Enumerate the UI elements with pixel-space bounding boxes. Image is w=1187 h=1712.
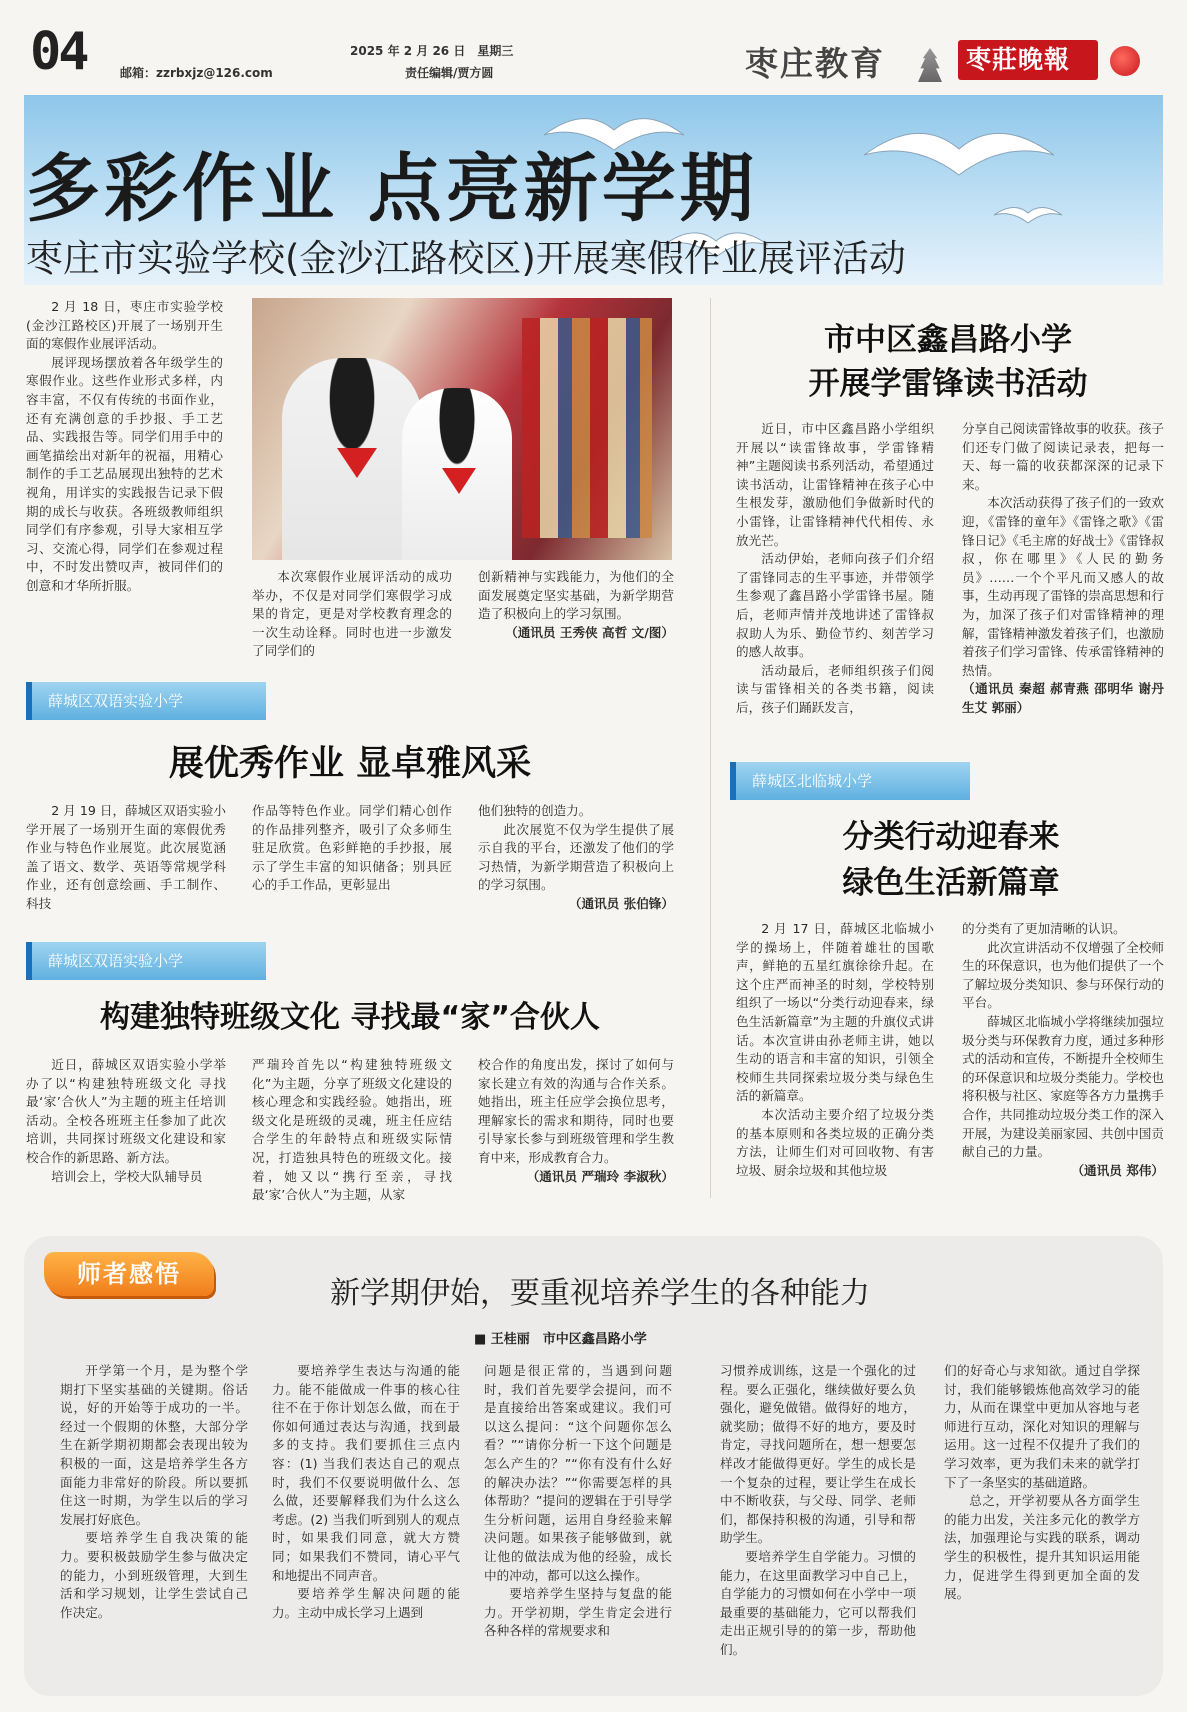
artwork-board xyxy=(522,318,652,538)
article4-paragraph: 的分类有了更加清晰的认识。 xyxy=(962,921,1126,936)
teacher-paragraph: 要培养学生解决问题的能力。主动中成长学习上遇到 xyxy=(272,1586,460,1620)
article2-paragraph: 他们独特的创造力。 xyxy=(478,803,592,818)
lead-paragraph: 展评现场摆放着各年级学生的寒假作业。这些作业形式多样，内容丰富，不仅有传统的书面作业，还有充满创意的手抄报、手工艺品、实践报告等。同学们用手中的画笔描绘出对新年的祝福，用精心制作的手工艺品展现出独特的艺术视角，用详实的实践报告记录下假期的成长与收获。各班级教师组织同学们有序参观，引导大家相互学习、交流心得，同学们在参观过程中，不时发出赞叹声，被同伴们的创意和才华所折服。 xyxy=(26,354,223,593)
pagoda-icon xyxy=(918,48,942,82)
masthead-editor: 责任编辑/贾方圆 xyxy=(405,66,494,80)
article4-col-2 xyxy=(962,920,1164,1210)
paper-logo xyxy=(958,40,1098,80)
teacher-paragraph: 要培养学生表达与沟通的能力。能不能做成一件事的核心往往不在于你计划怎么做，而在于你如何通过表达与沟通，找到最多的支持。我们要抓住三点内容：(1) 当我们表达自己的观点时，我们不仅要说明做什么、怎么做，还要解释我们为什么这么考虑。(2) 当我们听到别人的观点时，如果我们同意，就大方赞同；如果我们不赞同，请心平气和地提出不同声音。 xyxy=(272,1363,460,1583)
column-divider xyxy=(710,298,711,1198)
teacher-paragraph: 要培养学生自我决策的能力。要积极鼓励学生参与做决定的能力，小到班级管理，大到生活和学习规划，让学生尝试自己作决定。 xyxy=(60,1530,248,1620)
article3-credit: （通讯员 严瑞玲 李淑秋） xyxy=(526,1168,674,1184)
section-title: 枣庄教育 xyxy=(745,44,885,83)
article4-paragraph: 薛城区北临城小学将继续加强垃圾分类与环保教育力度，通过多种形式的活动和宣传，不断提升全校师生的环保意识和垃圾分类能力。学校也将积极与社区、家庭等各方力量携手合作，共同推动垃圾分类工作的深入开展，为建设美丽家园、共创中国贡献自己的力量。 xyxy=(962,1013,1164,1160)
article3-title: 构建独特班级文化 寻找最“家”合伙人 xyxy=(100,1000,600,1035)
article4-paragraph: 此次宣讲活动不仅增强了全校师生的环保意识，也为他们提供了一个了解垃圾分类知识、参与环保行动的平台。 xyxy=(962,939,1164,1011)
teacher-paragraph: 习惯养成训练，这是一个强化的过程。要么正强化，继续做好要么负强化，避免做错。做得好的地方，就奖励；做得不好的地方，要及时肯定，寻找问题所在，想一想要怎样改才能做得更好。学生的成长是一个复杂的过程，要让学生在成长中不断收获，与父母、同学、老师们，都保持积极的沟通，引导和帮助学生。 xyxy=(720,1363,916,1546)
xinchang-col-1 xyxy=(736,420,934,740)
lead-col-1 xyxy=(26,298,223,658)
article3-col-1 xyxy=(26,1056,226,1206)
lead-photo xyxy=(252,298,672,560)
xinchang-paragraph: 本次活动获得了孩子们的一致欢迎，《雷锋的童年》《雷锋之歌》《雷锋日记》《毛主席的好战士》《雷锋叔叔，你在哪里》《人民的勤务员》……一个个平凡而又感人的故事，生动再现了雷锋的崇高思想和行为，加深了孩子们对雷锋精神的理解，雷锋精神激发着孩子们，也激励着孩子们学习雷锋、传承雷锋精神的热情。 xyxy=(962,495,1164,678)
lead-paragraph: 创新精神与实践能力，为他们的全面发展奠定坚实基础，为新学期营造了积极向上的学习氛围。 xyxy=(478,569,674,622)
article2-col-3 xyxy=(478,802,674,924)
teacher-byline: ■ 王桂丽 市中区鑫昌路小学 xyxy=(474,1332,647,1347)
teacher-paragraph: 问题是很正常的，当遇到问题时，我们首先要学会提问，而不是直接给出答案或建议。我们可以这么提问：“这个问题你怎么看？”“请你分析一下这个问题是怎么产生的？”“你有没有什么好的解决办法？”“你需要怎样的具体帮助？”提问的逻辑在于引导学生分析问题，运用自身经验来解决问题。如果孩子能够做到，就让他的做法成为他的经验，成长中的冲动，都可以这么操作。 xyxy=(484,1363,672,1583)
teacher-col-3 xyxy=(484,1362,672,1682)
article4-title xyxy=(736,814,1166,906)
teacher-col-4 xyxy=(720,1362,916,1682)
xinchang-paragraph: 近日，市中区鑫昌路小学组织开展以“读雷锋故事，学雷锋精神”主题阅读书系列活动，希望通过读书活动，让雷锋精神在孩子心中生根发芽，激励他们争做新时代的小雷锋，让雷锋精神代代相传、永放光芒。 xyxy=(736,421,934,548)
teacher-col-1 xyxy=(60,1362,248,1682)
teacher-col-2 xyxy=(272,1362,460,1682)
teacher-paragraph: 们的好奇心与求知欲。通过自学探讨，我们能够锻炼他高效学习的能力，从而在课堂中更加从容地与老师进行互动，深化对知识的理解与运用。这一过程不仅提升了我们的学习效率，更为我们未来的就学打下了一条坚实的基础道路。 xyxy=(944,1363,1140,1490)
article3-col-2 xyxy=(252,1056,452,1206)
xinchang-title xyxy=(728,318,1168,406)
teacher-paragraph: 开学第一个月，是为整个学期打下坚实基础的关键期。俗话说，好的开始等于成功的一半。经过一个假期的休整，大部分学生在新学期初期都会表现出较为积极的一面，这是培养学生各方面能力非常好的阶段。所以要抓住这一时期，为学生以后的学习发展打好底色。 xyxy=(60,1363,248,1527)
lead-credit: （通讯员 王秀侠 高哲 文/图） xyxy=(505,624,674,640)
article3-paragraph: 校合作的角度出发，探讨了如何与家长建立有效的沟通与合作关系。她指出，班主任应学会换位思考，理解家长的需求和期待，同时也要引导家长参与到班级管理和学生教育中来，形成教育合力。 xyxy=(478,1057,674,1165)
teacher-badge xyxy=(44,1252,214,1296)
teacher-paragraph: 总之，开学初要从各方面学生的能力出发，关注多元化的教学方法，加强理论与实践的联系，调动学生的积极性，提升其知识运用能力，促进学生得到更加全面的发展。 xyxy=(944,1493,1140,1602)
article3-col-3 xyxy=(478,1056,674,1206)
article4-title-line: 分类行动迎春来 xyxy=(842,819,1060,855)
article2-paragraph: 作品等特色作业。同学们精心创作的作品排列整齐，吸引了众多师生驻足欣赏。色彩鲜艳的手抄报，展示了学生丰富的知识储备；别具匠心的手工作品，更彰显出 xyxy=(252,803,452,893)
article2-paragraph: 此次展览不仅为学生提供了展示自我的平台，还激发了他们的学习热情，为新学期营造了积极向上的学习氛围。 xyxy=(478,821,674,893)
teacher-paragraph: 要培养学生坚持与复盘的能力。开学初期，学生肯定会进行各种各样的常规要求和 xyxy=(484,1586,672,1639)
xinchang-paragraph: 活动最后，老师组织孩子们阅读与雷锋相关的各类书籍，阅读后，孩子们踊跃发言， xyxy=(736,662,934,715)
article2-school-tag: 薛城区双语实验小学 xyxy=(26,682,266,720)
xinchang-col-2 xyxy=(962,420,1164,740)
lead-paragraph: 本次寒假作业展评活动的成功举办，不仅是对同学们寒假学习成果的肯定，更是对学校教育理念的一次生动诠释。同时也进一步激发了同学们的 xyxy=(252,569,452,659)
article4-paragraph: 本次活动主要介绍了垃圾分类的基本原则和各类垃圾的正确分类方法，让师生们对可回收物、有害垃圾、厨余垃圾和其他垃圾 xyxy=(736,1106,934,1178)
masthead-email: 邮箱：zzrbxjz@126.com xyxy=(120,66,273,80)
article2-col-1 xyxy=(26,802,226,924)
article2-col-2 xyxy=(252,802,452,924)
swoosh-logo-icon xyxy=(1110,46,1140,76)
lead-title: 多彩作业 点亮新学期 xyxy=(26,146,758,232)
xinchang-paragraph: 活动伊始，老师向孩子们介绍了雷锋同志的生平事迹，并带领学生参观了鑫昌路小学雷锋书屋。随后，老师声情并茂地讲述了雷锋叔叔助人为乐、勤俭节约、刻苦学习的感人故事。 xyxy=(736,551,934,660)
article2-credit: （通讯员 张伯锋） xyxy=(568,895,674,911)
teacher-paragraph: 要培养学生自学能力。习惯的能力，在这里面教学习中自己上，自学能力的习惯如何在小学中一项最重要的基础能力，它可以帮我们走出正规引导的的第一步，帮助他们。 xyxy=(720,1548,916,1657)
lead-paragraph: 2 月 18 日，枣庄市实验学校(金沙江路校区)开展了一场别开生面的寒假作业展评活动。 xyxy=(26,299,223,352)
teacher-badge-text: 师者感悟 xyxy=(77,1260,181,1288)
article4-title-line: 绿色生活新篇章 xyxy=(842,865,1060,901)
paper-logo-text: 枣莊晚報 xyxy=(966,45,1071,74)
article2-title: 展优秀作业 显卓雅风采 xyxy=(168,744,532,784)
lead-col-3 xyxy=(478,568,674,668)
article3-school-tag: 薛城区双语实验小学 xyxy=(26,942,266,980)
article4-col-1 xyxy=(736,920,934,1210)
lead-subtitle: 枣庄市实验学校(金沙江路校区)开展寒假作业展评活动 xyxy=(26,237,906,280)
teacher-col-5 xyxy=(944,1362,1140,1682)
article3-paragraph: 培训会上，学校大队辅导员 xyxy=(51,1168,203,1184)
teacher-article-title: 新学期伊始，要重视培养学生的各种能力 xyxy=(330,1276,870,1311)
masthead-date: 2025 年 2 月 26 日 星期三 xyxy=(350,44,514,58)
xinchang-title-line: 市中区鑫昌路小学 xyxy=(824,322,1072,358)
page-number: 04 xyxy=(30,22,87,82)
xinchang-paragraph: 分享自己阅读雷锋故事的收获。孩子们还专门做了阅读记录表，把每一天、每一篇的收获都深深的记录下来。 xyxy=(962,421,1164,492)
article4-credit: （通讯员 郑伟） xyxy=(1071,1162,1164,1178)
article4-school-tag: 薛城区北临城小学 xyxy=(730,762,970,800)
xinchang-credit: （通讯员 秦超 郝青燕 邵明华 谢丹 生艾 郭丽） xyxy=(962,681,1164,715)
article2-paragraph: 2 月 19 日，薛城区双语实验小学开展了一场别开生面的寒假优秀作业与特色作业展览。此次展览涵盖了语文、数学、英语等常规学科作业，还有创意绘画、手工制作、科技 xyxy=(26,803,226,911)
lead-col-2 xyxy=(252,568,452,668)
xinchang-title-line: 开展学雷锋读书活动 xyxy=(808,366,1088,402)
article3-paragraph: 近日，薛城区双语实验小学举办了以“构建独特班级文化 寻找最‘家’合伙人”为主题的班主任培训活动。全校各班班主任参加了此次培训，共同探讨班级文化建设和家校合作的新思路、新方法。 xyxy=(26,1057,226,1165)
article3-paragraph: 严瑞玲首先以“构建独特班级文化”为主题，分享了班级文化建设的核心理念和实践经验。她指出，班级文化是班级的灵魂，班主任应结合学生的年龄特点和班级实际情况，打造独具特色的班级文化。接着，她又以“携行至亲，寻找最‘家’合伙人”为主题，从家 xyxy=(252,1057,452,1203)
article4-paragraph: 2 月 17 日，薛城区北临城小学的操场上，伴随着雄壮的国歌声，鲜艳的五星红旗徐徐升起。在这个庄严而神圣的时刻，学校特别组织了一场以“分类行动迎春来，绿色生活新篇章”为主题的升旗仪式讲话。本次宣讲由孙老师主讲，她以生动的语言和丰富的知识，引领全校师生共同探索垃圾分类与绿色生活的新篇章。 xyxy=(736,921,934,1104)
